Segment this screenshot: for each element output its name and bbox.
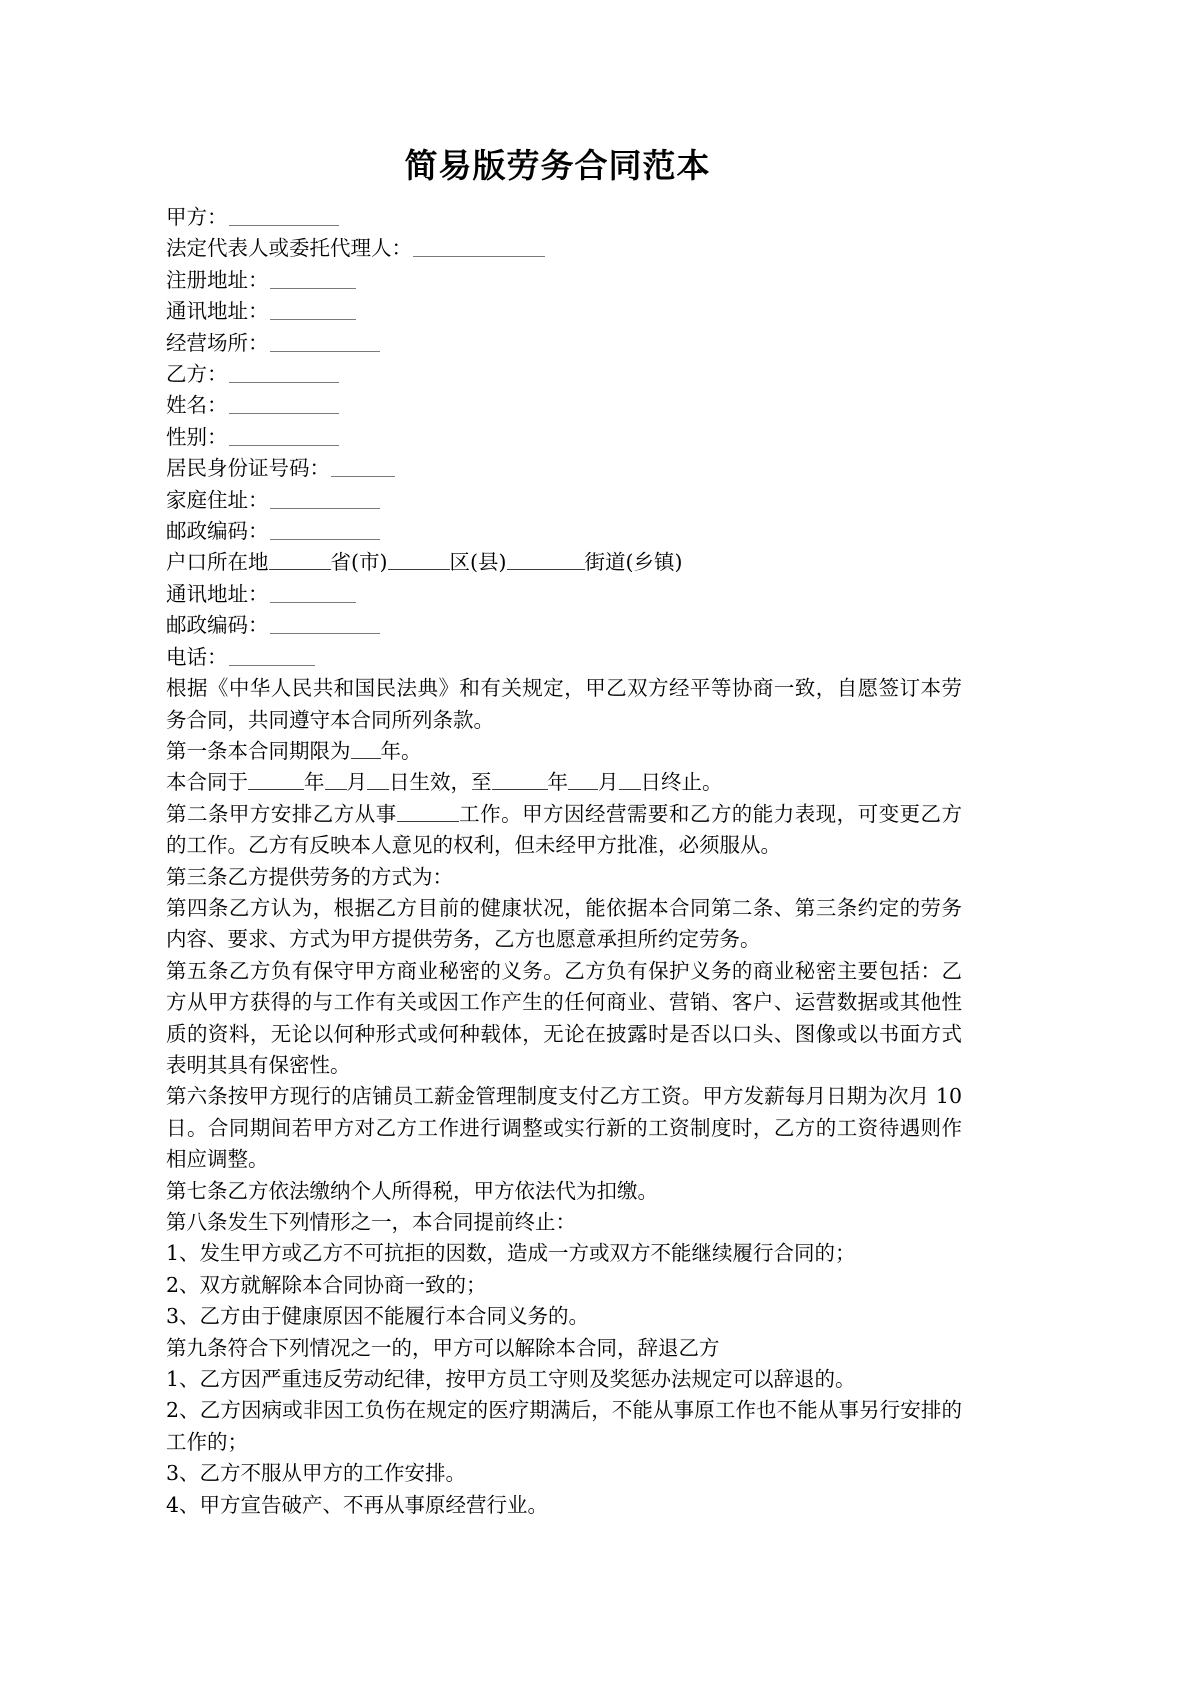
field-label: 居民身份证号码：	[166, 456, 330, 481]
field-party-b	[166, 359, 962, 390]
article-1	[166, 736, 962, 767]
field-blank[interactable]	[270, 332, 380, 352]
effective-seg-1: 本合同于	[166, 770, 248, 795]
field-blank[interactable]	[270, 300, 356, 320]
field-label: 经营场所：	[166, 330, 269, 355]
effective-blank[interactable]	[492, 771, 548, 790]
effective-seg-7: 日终止。	[640, 770, 723, 795]
field-legal-representative	[166, 233, 962, 264]
article-9-heading: 第九条符合下列情况之一的，甲方可以解除本合同，辞退乙方	[166, 1335, 720, 1360]
field-blank[interactable]	[229, 646, 315, 666]
field-blank[interactable]	[270, 489, 380, 509]
field-blank[interactable]	[270, 520, 380, 540]
field-blank[interactable]	[229, 426, 339, 446]
article-2-blank[interactable]	[397, 803, 459, 822]
effective-blank[interactable]	[619, 771, 641, 790]
field-party-a	[166, 202, 962, 233]
effective-blank[interactable]	[568, 771, 598, 790]
field-name	[166, 390, 962, 421]
effective-blank[interactable]	[325, 771, 347, 790]
article-2-suffix: 工作。甲方因经营需要和乙方的能力表现，可变更乙方的工作。乙方有反映本人意见的权利，但未经甲方批准，必须服从。	[166, 801, 963, 858]
effective-seg-6: 月	[598, 770, 619, 795]
article-8-item: 2、双方就解除本合同协商一致的；	[166, 1272, 487, 1297]
party-b-contact-group	[166, 579, 962, 673]
article-9-item: 3、乙方不服从甲方的工作安排。	[166, 1461, 467, 1486]
document-body	[166, 202, 969, 1521]
field-business-premises	[166, 328, 962, 359]
field-label: 性别：	[166, 424, 228, 449]
field-phone	[166, 642, 962, 673]
household-seg-3: 街道(乡镇)	[584, 550, 683, 575]
household-seg-0: 户口所在地	[166, 550, 269, 575]
field-blank[interactable]	[388, 551, 450, 570]
effective-blank[interactable]	[367, 771, 389, 790]
field-label: 注册地址：	[166, 267, 269, 292]
field-label: 姓名：	[166, 393, 228, 418]
article-1-blank[interactable]	[351, 740, 381, 759]
field-home-address	[166, 485, 962, 516]
article-8-item: 3、乙方由于健康原因不能履行本合同义务的。	[166, 1304, 590, 1329]
page-title: 简易版劳务合同范本	[404, 146, 711, 185]
field-postal-code-mailing	[166, 610, 962, 641]
party-b-field-group	[166, 359, 962, 547]
article-3: 第三条乙方提供劳务的方式为：	[166, 864, 453, 889]
article-1-prefix: 第一条本合同期限为	[166, 738, 351, 763]
household-seg-1: 省(市)	[330, 550, 388, 575]
article-8-heading: 第八条发生下列情形之一，本合同提前终止：	[166, 1210, 576, 1234]
article-2	[166, 799, 962, 862]
field-mailing-address-b	[166, 579, 962, 610]
article-8-item: 1、发生甲方或乙方不可抗拒的因数，造成一方或双方不能继续履行合同的；	[166, 1241, 856, 1266]
field-blank[interactable]	[229, 363, 339, 383]
effective-seg-3: 月	[346, 770, 367, 795]
field-mailing-address-a	[166, 296, 962, 327]
field-blank[interactable]	[270, 614, 380, 634]
field-label: 电话：	[166, 644, 228, 669]
field-blank[interactable]	[270, 269, 356, 289]
article-5: 第五条乙方负有保守甲方商业秘密的义务。乙方负有保护义务的商业秘密主要包括：乙方从甲方获得的与工作有关或因工作产生的任何商业、营销、客户、运营数据或其他性质的资料，无论以何种形式或何种载体，无论在披露时是否以口头、图像或以书面方式表明其具有保密性。	[166, 958, 962, 1077]
field-postal-code-home	[166, 516, 962, 547]
field-blank[interactable]	[331, 457, 395, 477]
article-9-item: 2、乙方因病或非因工负伤在规定的医疗期满后，不能从事原工作也不能从事另行安排的工作的；	[166, 1398, 962, 1454]
field-label: 邮政编码：	[166, 613, 269, 638]
field-label: 通讯地址：	[166, 581, 269, 606]
field-label: 邮政编码：	[166, 519, 269, 544]
field-gender	[166, 422, 962, 453]
article-1-suffix: 年。	[380, 738, 422, 763]
field-label: 通讯地址：	[166, 299, 269, 324]
article-9-item: 1、乙方因严重违反劳动纪律，按甲方员工守则及奖惩办法规定可以辞退的。	[166, 1367, 856, 1392]
household-seg-2: 区(县)	[449, 550, 507, 575]
field-blank[interactable]	[229, 206, 339, 226]
field-blank[interactable]	[507, 551, 585, 570]
field-blank[interactable]	[269, 551, 331, 570]
effective-seg-4: 日生效，至	[389, 770, 492, 795]
preamble-paragraph: 根据《中华人民共和国民法典》和有关规定，甲乙双方经平等协商一致，自愿签订本劳务合同，共同遵守本合同所列条款。	[166, 676, 962, 732]
field-label: 法定代表人或委托代理人：	[166, 236, 412, 261]
article-7: 第七条乙方依法缴纳个人所得税，甲方依法代为扣缴。	[166, 1178, 658, 1203]
field-household-registration	[166, 547, 962, 578]
article-6: 第六条按甲方现行的店铺员工薪金管理制度支付乙方工资。甲方发薪每月日期为次月 10 日。合同期间若甲方对乙方工作进行调整或实行新的工资制度时，乙方的工资待遇则作相应调整。	[166, 1084, 969, 1172]
article-2-prefix: 第二条甲方安排乙方从事	[166, 801, 397, 826]
effective-period-line	[166, 767, 962, 798]
article-4: 第四条乙方认为，根据乙方目前的健康状况，能依据本合同第二条、第三条约定的劳务内容、要求、方式为甲方提供劳务，乙方也愿意承担所约定劳务。	[166, 895, 962, 952]
effective-seg-2: 年	[304, 770, 325, 795]
field-id-number	[166, 453, 962, 484]
effective-blank[interactable]	[248, 771, 304, 790]
party-a-field-group	[166, 202, 962, 359]
article-9-item: 4、甲方宣告破产、不再从事原经营行业。	[166, 1492, 549, 1517]
field-label: 甲方：	[166, 205, 228, 229]
field-blank[interactable]	[229, 395, 339, 415]
field-blank[interactable]	[270, 583, 356, 603]
field-label: 乙方：	[166, 362, 228, 387]
field-registered-address	[166, 265, 962, 296]
field-label: 家庭住址：	[166, 487, 269, 512]
field-blank[interactable]	[413, 238, 545, 258]
effective-seg-5: 年	[547, 770, 568, 795]
